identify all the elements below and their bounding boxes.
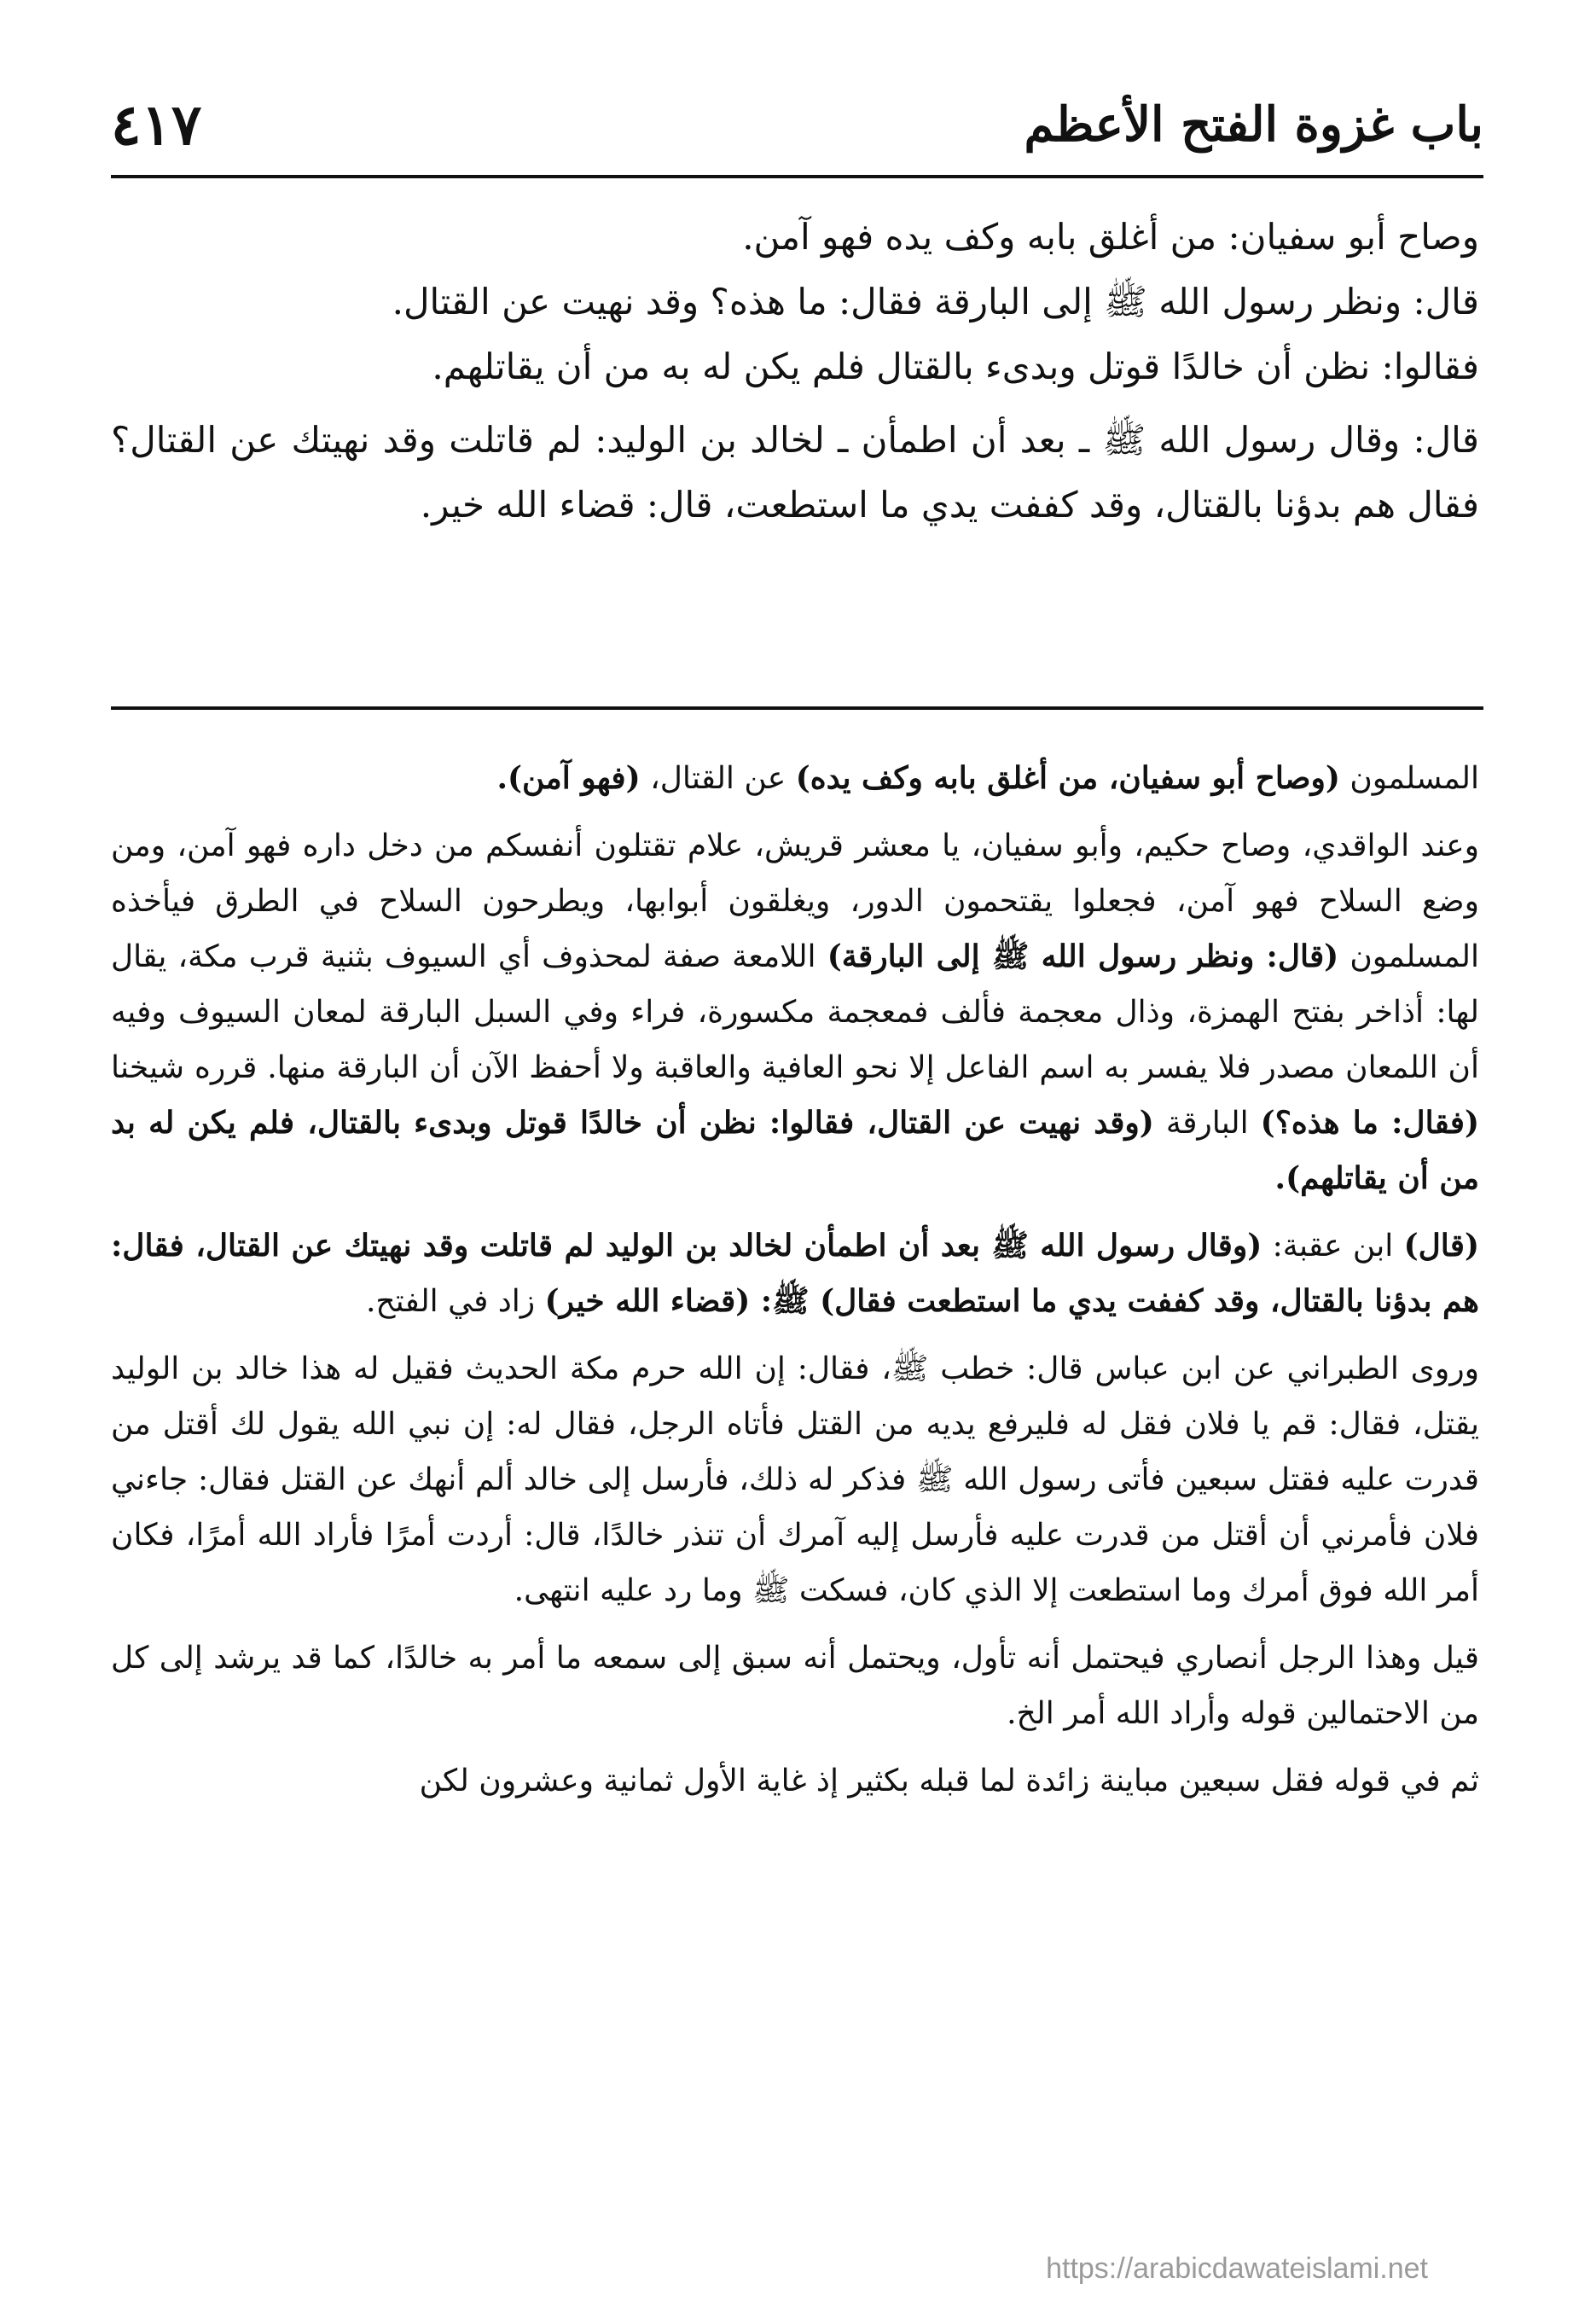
main-text [111, 205, 1479, 546]
quoted-text: (فقال: ما هذه؟) [1260, 1105, 1479, 1141]
page-number: ٤١٧ [111, 91, 202, 158]
main-paragraph: قال: وقال رسول الله ﷺ ـ بعد أن اطمأن ـ لخالد بن الوليد: لم قاتلت وقد نهيتك عن القتال؟ فقال هم بدؤنا بالقتال، وقد كففت يدي ما استطعت، قال: قضاء الله خير. [111, 419, 1479, 526]
quoted-text: (قال: ونظر رسول الله ﷺ إلى البارقة) [827, 938, 1339, 974]
commentary-text: البارقة [1153, 1106, 1261, 1141]
main-paragraph: وصاح أبو سفيان: من أغلق بابه وكف يده فهو آمن. [742, 216, 1479, 258]
quoted-text: (فهو آمن). [496, 760, 641, 796]
commentary-text: زاد في الفتح. [365, 1284, 545, 1319]
quoted-text: (وقال رسول الله ﷺ بعد أن اطمأن لخالد بن الوليد لم قاتلت وقد نهيتك عن القتال، فقال: هم بدؤنا بالقتال، وقد كففت يدي ما استطعت فقال) ﷺ: (قضاء الله خير) [111, 1228, 1479, 1319]
quoted-text: (قال) [1403, 1228, 1479, 1264]
commentary-paragraph: ثم في قوله فقل سبعين مباينة زائدة لما قبله بكثير إذ غاية الأول ثمانية وعشرون لكن [419, 1763, 1479, 1798]
quoted-text: (وقد نهيت عن القتال، فقالوا: نظن أن خالدًا قوتل وبدىء بالقتال، فلم يكن له بد من أن يقاتلهم). [111, 1105, 1479, 1196]
main-paragraph: فقالوا: نظن أن خالدًا قوتل وبدىء بالقتال فلم يكن له به من أن يقاتلهم. [432, 346, 1479, 387]
chapter-title: باب غزوة الفتح الأعظم [1024, 96, 1483, 153]
commentary-paragraph [111, 1218, 1479, 1329]
commentary-paragraph: قيل وهذا الرجل أنصاري فيحتمل أنه تأول، ويحتمل أنه سبق إلى سمعه ما أمر به خالدًا، كما قد يرشد إلى كل من الاحتمالين قوله وأراد الله أمر الخ. [111, 1641, 1479, 1731]
section-divider [111, 706, 1483, 710]
commentary-paragraph [111, 751, 1479, 806]
commentary-text: وعند الواقدي، وصاح حكيم، وأبو سفيان، يا معشر قريش، علام تقتلون أنفسكم من دخل داره فهو آمن، ومن وضع السلاح فهو آمن، فجعلوا يقتحمون الدور، ويغلقون أبوابها، ويطرحون السلاح في الطرق فيأخذه المسلمون [111, 828, 1480, 974]
commentary-paragraph [111, 818, 1479, 1206]
commentary-text: ابن عقبة: [1262, 1229, 1404, 1264]
page-header [111, 81, 1483, 166]
commentary-paragraph: وروى الطبراني عن ابن عباس قال: خطب ﷺ، فقال: إن الله حرم مكة الحديث فقيل له هذا خالد بن الوليد يقتل، فقال: قم يا فلان فقل له فليرفع يديه من القتل فأتاه الرجل، فقال له: إن نبي الله يقول لك أقتل من قدرت عليه فقتل سبعين فأتى رسول الله ﷺ فذكر له ذلك، فأرسل إلى خالد ألم أنهك عن القتل فقال: جاءني فلان فأمرني أن أقتل من قدرت عليه فأرسل إليه آمرك أن تنذر خالدًا، قال: أردت أمرًا فأراد الله أمرًا، فكان أمر الله فوق أمرك وما استطعت إلا الذي كان، فسكت ﷺ وما رد عليه انتهى. [111, 1351, 1479, 1608]
watermark-url: https://arabicdawateislami.net [1046, 2252, 1428, 2285]
quoted-text: (وصاح أبو سفيان، من أغلق بابه وكف يده) [795, 760, 1340, 796]
commentary-text: عن القتال، [640, 761, 796, 796]
main-paragraph: قال: ونظر رسول الله ﷺ إلى البارقة فقال: ما هذه؟ وقد نهيت عن القتال. [392, 281, 1479, 322]
commentary-text: المسلمون [1339, 761, 1479, 796]
commentary-text: اللامعة صفة لمحذوف أي السيوف بثنية قرب مكة، يقال لها: أذاخر بفتح الهمزة، وذال معجمة فألف فمعجمة مكسورة، فراء وفي السبل البارقة لمعان السيوف وفيه أن اللمعان مصدر فلا يفسر به اسم الفاعل إلا نحو العافية والعاقبة ولا أحفظ الآن أن البارقة منها. قرره شيخنا [111, 939, 1479, 1085]
commentary [111, 751, 1479, 1821]
header-rule [111, 175, 1483, 178]
